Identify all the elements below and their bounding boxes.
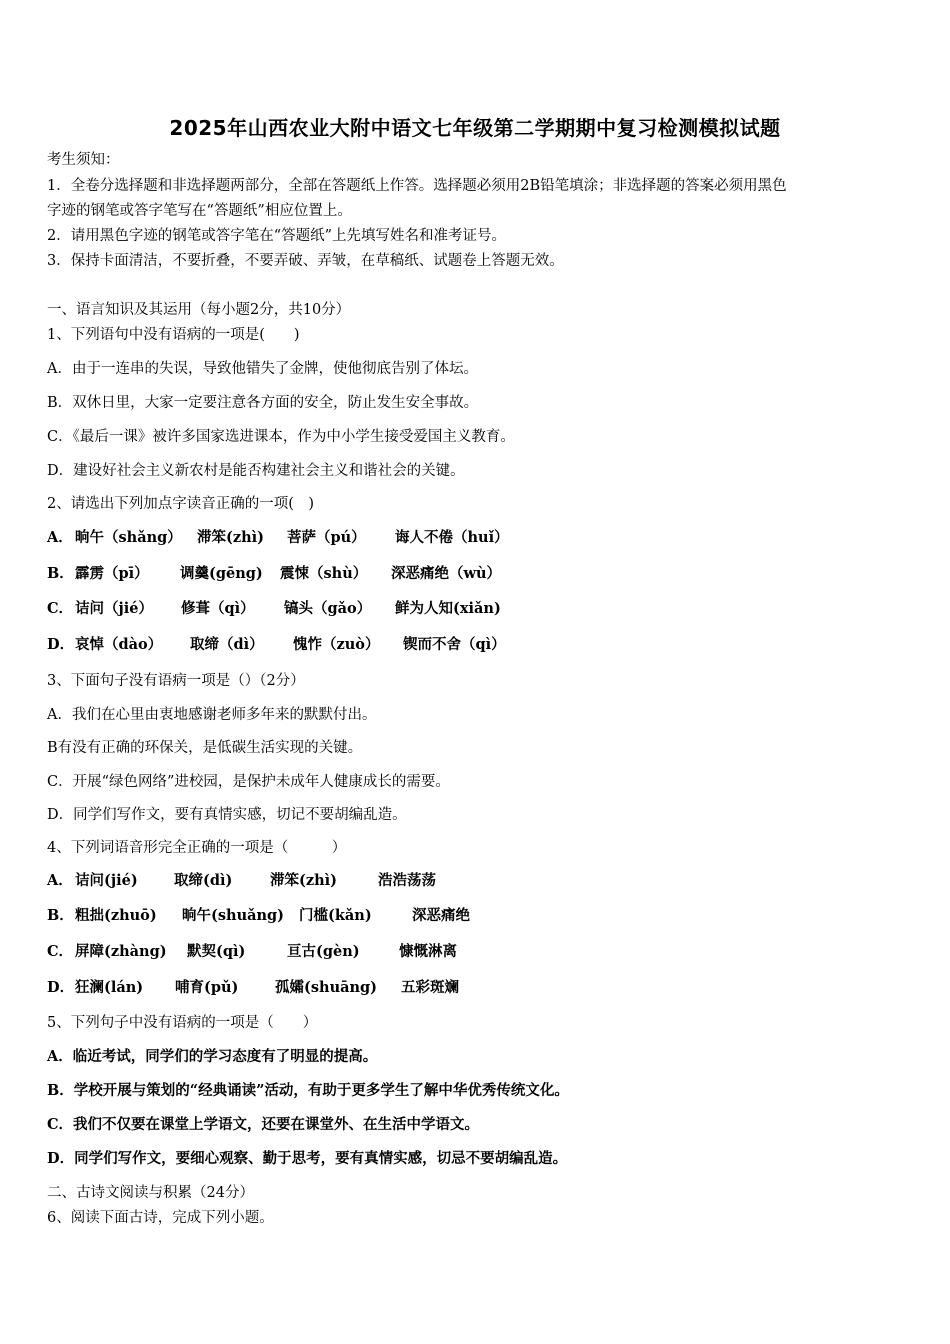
option-label: A． — [47, 872, 73, 889]
option-word: 哀悼（dào） — [75, 636, 163, 653]
q1-option-a: A．由于一连串的失误，导致他错失了金牌，使他彻底告别了体坛。 — [47, 361, 478, 377]
q5-stem: 5、下列句子中没有语病的一项是（ ） — [47, 1015, 318, 1031]
option-word: 五彩斑斓 — [401, 979, 459, 996]
option-word: 滞笨(zhì) — [197, 529, 265, 546]
option-word: 深恶痛绝（wù） — [391, 565, 502, 582]
option-label: C． — [47, 943, 74, 960]
q5-option-b: B．学校开展与策划的“经典诵读”活动，有助于更多学生了解中华优秀传统文化。 — [47, 1082, 569, 1099]
option-word: 慷慨淋离 — [399, 943, 457, 960]
option-word: 震悚（shù） — [280, 565, 368, 582]
q5-option-d: D．同学们写作文，要细心观察、勤于思考，要有真情实感，切忌不要胡编乱造。 — [47, 1150, 568, 1167]
option-word: 滞笨(zhì) — [270, 872, 338, 889]
option-word: 狂澜(lán) — [75, 979, 144, 996]
q3-stem: 3、下面句子没有语病一项是（）（2分） — [47, 673, 305, 689]
option-word: 取缔(dì) — [174, 872, 233, 889]
option-word: 诘问（jié） — [75, 600, 153, 617]
option-label: C． — [47, 600, 74, 617]
option-word: 鲜为人知(xiǎn) — [395, 600, 501, 617]
option-word: 锲而不舍（qì） — [403, 636, 506, 653]
page-title: 2025年山西农业大附中语文七年级第二学期期中复习检测模拟试题 — [169, 116, 781, 140]
option-word: 孤孀(shuāng) — [275, 979, 378, 996]
q1-option-c: C．《最后一课》被许多国家选进课本，作为中小学生接受爱国主义教育。 — [47, 429, 515, 445]
q3-option-d: D．同学们写作文，要有真情实感，切记不要胡编乱造。 — [47, 807, 407, 823]
q3-option-b: B有没有正确的环保关，是低碳生活实现的关键。 — [47, 740, 363, 756]
option-word: 屏障(zhàng) — [75, 943, 167, 960]
q1-stem: 1、下列语句中没有语病的一项是( ) — [47, 327, 300, 343]
notice-item: 2．请用黑色字迹的钢笔或答字笔在“答题纸”上先填写姓名和准考证号。 — [47, 228, 507, 244]
q3-option-c: C．开展“绿色网络”进校园，是保护未成年人健康成长的需要。 — [47, 774, 450, 790]
option-label: B． — [47, 565, 74, 582]
option-word: 亘古(gèn) — [287, 943, 360, 960]
option-word: 菩萨（pú） — [287, 529, 366, 546]
q5-option-c: C．我们不仅要在课堂上学语文，还要在课堂外、在生活中学语文。 — [47, 1116, 480, 1133]
notice-item: 3．保持卡面清洁，不要折叠，不要弄破、弄皱，在草稿纸、试题卷上答题无效。 — [47, 253, 564, 269]
option-label: A． — [47, 529, 73, 546]
section1-heading: 一、语言知识及其运用（每小题2分，共10分） — [47, 302, 351, 318]
option-word: 哺育(pǔ) — [175, 979, 239, 996]
option-word: 诲人不倦（huǐ） — [395, 529, 509, 546]
option-label: B． — [47, 907, 74, 924]
notice-heading: 考生须知： — [47, 152, 120, 168]
notice-item: 1．全卷分选择题和非选择题两部分，全部在答题纸上作答。选择题必须用2B铅笔填涂；非选择题的答案必须用黑色 — [47, 178, 787, 194]
option-word: 诘问(jié) — [75, 872, 138, 889]
q6-stem: 6、阅读下面古诗，完成下列小题。 — [47, 1210, 274, 1226]
option-word: 粗拙(zhuō) — [75, 907, 157, 924]
option-word: 默契(qì) — [187, 943, 246, 960]
option-word: 门槛(kǎn) — [299, 907, 372, 924]
option-word: 愧怍（zuò） — [293, 636, 380, 653]
option-label: D． — [47, 636, 75, 653]
option-word: 修葺（qì） — [181, 600, 255, 617]
option-word: 调羹(gēng) — [180, 565, 263, 582]
option-word: 浩浩荡荡 — [378, 872, 436, 889]
notice-item: 字迹的钢笔或答字笔写在“答题纸”相应位置上。 — [47, 203, 352, 219]
option-word: 霹雳（pī） — [75, 565, 149, 582]
q1-option-d: D．建设好社会主义新农村是能否构建社会主义和谐社会的关键。 — [47, 463, 465, 479]
q3-option-a: A．我们在心里由衷地感谢老师多年来的默默付出。 — [47, 707, 377, 723]
option-word: 取缔（dì） — [190, 636, 264, 653]
q5-option-a: A．临近考试，同学们的学习态度有了明显的提高。 — [47, 1048, 378, 1065]
section2-heading: 二、古诗文阅读与积累（24分） — [47, 1185, 254, 1201]
option-word: 镐头（gǎo） — [284, 600, 372, 617]
option-word: 晌午(shuǎng) — [182, 907, 285, 924]
option-label: D． — [47, 979, 75, 996]
q4-stem: 4、下列词语音形完全正确的一项是（ ） — [47, 840, 347, 856]
option-word: 深恶痛绝 — [412, 907, 470, 924]
option-word: 晌午（shǎng） — [75, 529, 182, 546]
q2-stem: 2、请选出下列加点字读音正确的一项( ) — [47, 496, 315, 512]
q1-option-b: B．双休日里，大家一定要注意各方面的安全，防止发生安全事故。 — [47, 395, 479, 411]
